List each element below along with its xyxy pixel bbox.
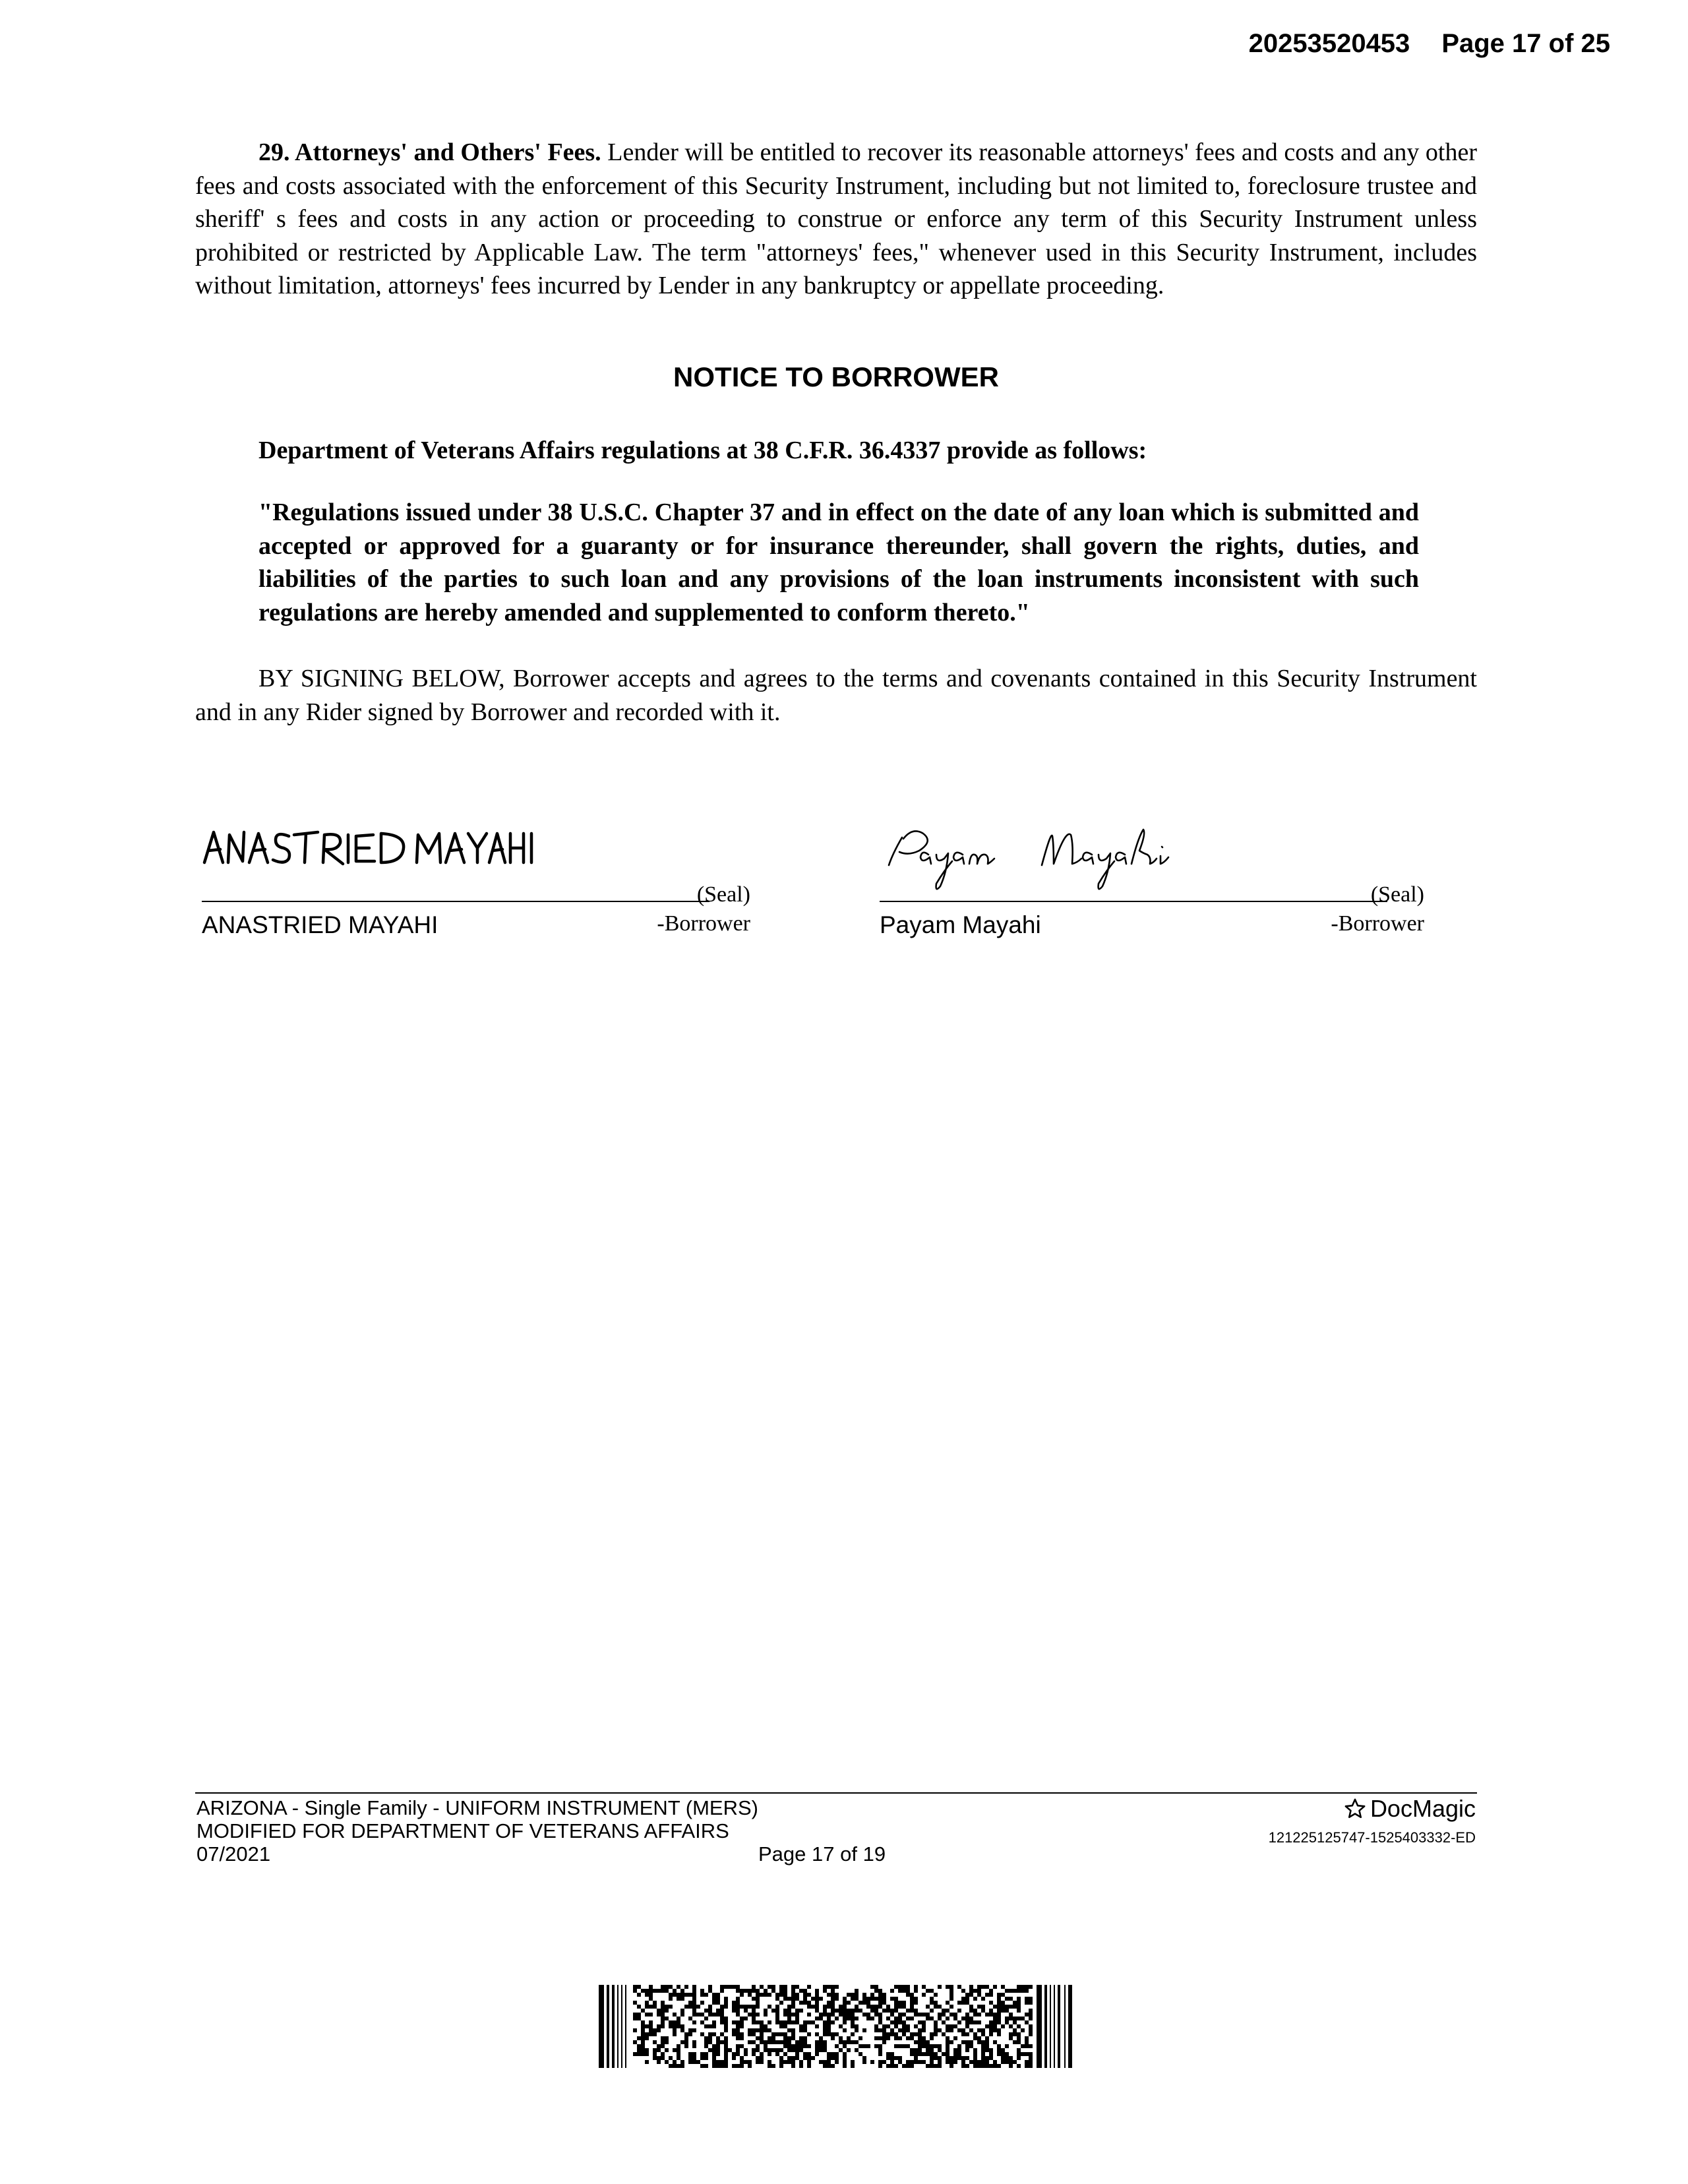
signature-block-borrower-2 bbox=[880, 824, 1453, 943]
document-id: 121225125747-1525403332-ED bbox=[1268, 1829, 1476, 1846]
section-29-paragraph bbox=[195, 136, 1477, 303]
star-outline-icon bbox=[1344, 1798, 1366, 1820]
form-page-number: Page 17 of 19 bbox=[758, 1842, 886, 1866]
signature-image bbox=[202, 824, 545, 897]
va-regulation-intro: Department of Veterans Affairs regulations at 38 C.F.R. 36.4337 provide as follows: bbox=[258, 437, 1147, 464]
signature-line bbox=[202, 901, 709, 902]
seal-label: (Seal) bbox=[696, 882, 750, 907]
recording-page-number: Page 17 of 25 bbox=[1441, 29, 1610, 58]
document-number: 20253520453 bbox=[1248, 29, 1410, 58]
barcode-image bbox=[599, 1985, 1075, 2068]
form-date: 07/2021 bbox=[196, 1842, 271, 1866]
footer-divider bbox=[195, 1792, 1477, 1794]
signature-image bbox=[880, 824, 1222, 897]
by-signing-paragraph: BY SIGNING BELOW, Borrower accepts and agrees to the terms and covenants contained in this Security Instrument and in any Rider signed by Borrower and recorded with it. bbox=[195, 665, 1477, 726]
section-29-title: 29. Attorneys' and Others' Fees. bbox=[258, 138, 601, 166]
signature-line bbox=[880, 901, 1387, 902]
signature-block-borrower-1 bbox=[202, 824, 779, 943]
notice-heading: NOTICE TO BORROWER bbox=[673, 361, 999, 392]
docmagic-logo bbox=[1344, 1795, 1476, 1823]
seal-label: (Seal) bbox=[1370, 882, 1424, 907]
section-29-text: Lender will be entitled to recover its reasonable attorneys' fees and costs and any other fees and costs associated with the enforcement of this Security Instrument, including but not limited to, foreclosure trustee and sheriff' s fees and costs in any action or proceeding to construe or enforce any term of this Security Instrument unless prohibited or restricted by Applicable Law. The term "attorneys' fees," whenever used in this Security Instrument, includes without limitation, attorneys' fees incurred by Lender in any bankruptcy or appellate proceeding. bbox=[195, 138, 1477, 299]
form-line-2: MODIFIED FOR DEPARTMENT OF VETERANS AFFAIRS bbox=[196, 1819, 729, 1842]
va-regulation-quote: "Regulations issued under 38 U.S.C. Chapter 37 and in effect on the date of any loan which is submitted and accepted or approved for a guaranty or for insurance thereunder, shall govern the rights, duties, and liabilities of the parties to such loan and any provisions of the loan instruments inconsistent with such regulations are hereby amended and supplemented to conform thereto." bbox=[258, 499, 1419, 626]
borrower-role: -Borrower bbox=[657, 911, 750, 936]
brand-name: DocMagic bbox=[1370, 1795, 1476, 1822]
borrower-name: Payam Mayahi bbox=[880, 911, 1041, 938]
form-line-1: ARIZONA - Single Family - UNIFORM INSTRUMENT (MERS) bbox=[196, 1796, 758, 1819]
borrower-role: -Borrower bbox=[1331, 911, 1424, 936]
page-header bbox=[1249, 29, 1610, 59]
borrower-name: ANASTRIED MAYAHI bbox=[202, 911, 438, 938]
